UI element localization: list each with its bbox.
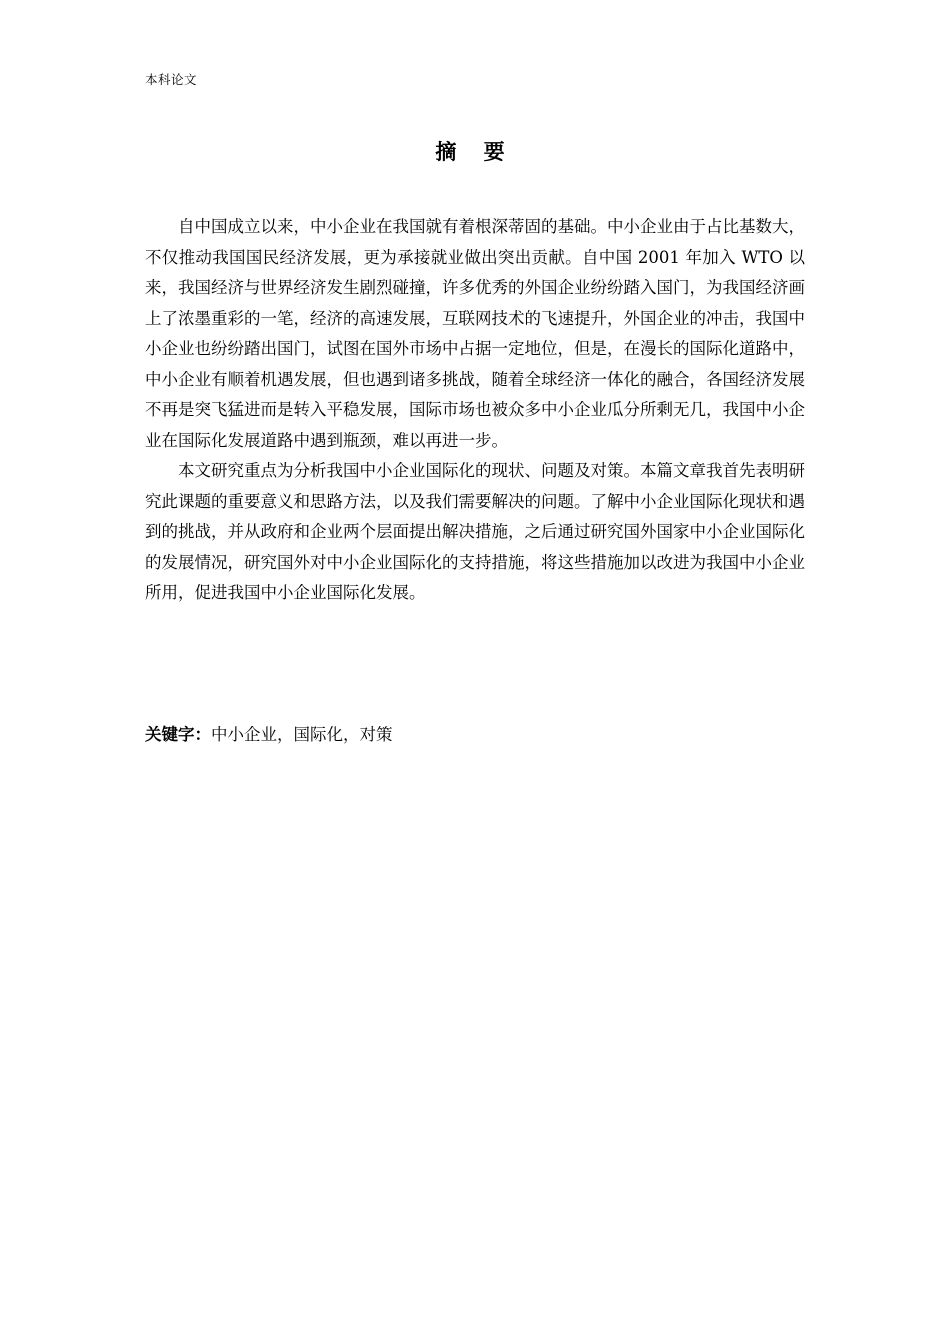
keywords-value: 中小企业，国际化，对策 — [211, 725, 393, 744]
keywords-line — [145, 722, 393, 748]
abstract-title: 摘 要 — [435, 140, 515, 164]
abstract-paragraph-2: 本文研究重点为分析我国中小企业国际化的现状、问题及对策。本篇文章我首先表明研究此课题的重要意义和思路方法，以及我们需要解决的问题。了解中小企业国际化现状和遇到的挑战，并从政府和企业两个层面提出解决措施，之后通过研究国外国家中小企业国际化的发展情况，研究国外对中小企业国际化的支持措施，将这些措施加以改进为我国中小企业所用，促进我国中小企业国际化发展。 — [145, 461, 805, 602]
keywords-label: 关键字： — [145, 725, 211, 744]
abstract-body — [145, 212, 805, 609]
abstract-paragraph-1: 自中国成立以来，中小企业在我国就有着根深蒂固的基础。中小企业由于占比基数大，不仅推动我国国民经济发展，更为承接就业做出突出贡献。自中国 2001 年加入 WTO 以来，我国经济与世界经济发生剧烈碰撞，许多优秀的外国企业纷纷踏入国门，为我国经济画上了浓墨重彩的一笔，经济的高速发展，互联网技术的飞速提升，外国企业的冲击，我国中小企业也纷纷踏出国门，试图在国外市场中占据一定地位，但是，在漫长的国际化道路中，中小企业有顺着机遇发展，但也遇到诸多挑战，随着全球经济一体化的融合，各国经济发展不再是突飞猛进而是转入平稳发展，国际市场也被众多中小企业瓜分所剩无几，我国中小企业在国际化发展道路中遇到瓶颈，难以再进一步。 — [145, 217, 805, 450]
page-header-label: 本科论文 — [145, 72, 198, 87]
